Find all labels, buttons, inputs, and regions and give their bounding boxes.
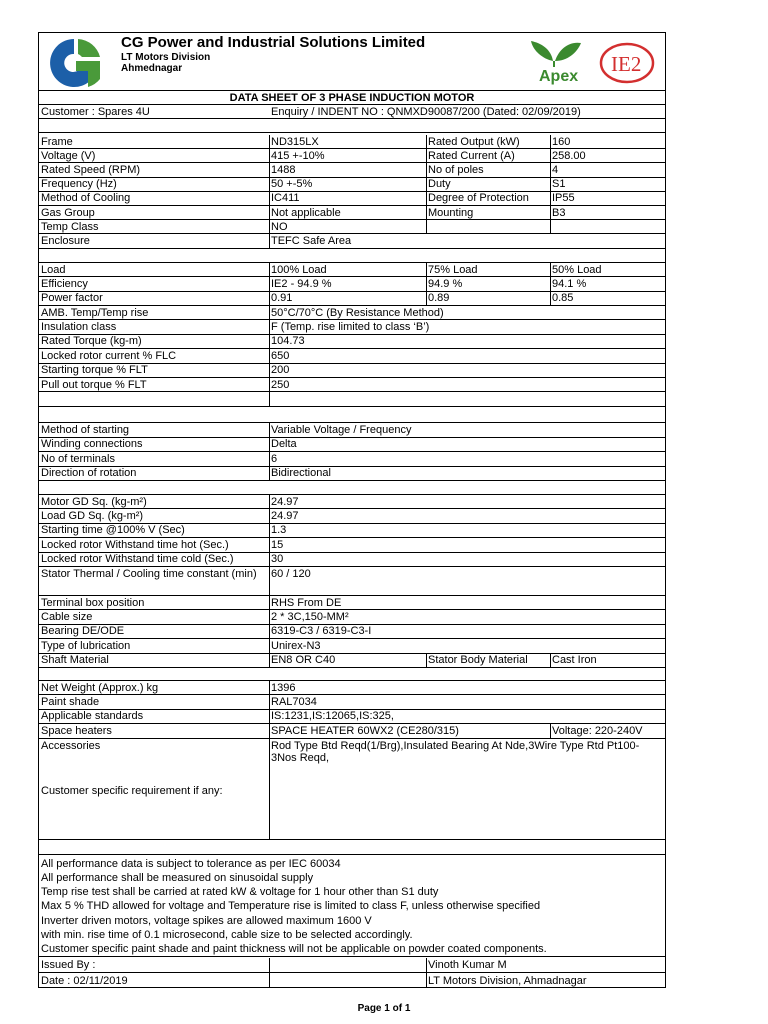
note-line: Temp rise test shall be carried at rated kW & voltage for 1 hour other than S1 duty	[41, 886, 439, 899]
load-value: 100% Load	[271, 263, 327, 276]
detail-label: Locked rotor Withstand time cold (Sec.)	[41, 553, 234, 566]
detail-value: 30	[271, 553, 284, 566]
spec-row	[39, 178, 665, 192]
starting-row	[39, 452, 665, 467]
detail-label: Starting time @100% V (Sec)	[41, 524, 185, 537]
starting-label: Direction of rotation	[41, 467, 137, 480]
weight-label: Applicable standards	[41, 710, 144, 723]
spec-label: Duty	[428, 178, 451, 191]
blank-row	[39, 668, 665, 681]
load-value: 50% Load	[552, 263, 602, 276]
detail-row	[39, 509, 665, 523]
spec-value	[550, 220, 667, 233]
spec-label	[426, 220, 550, 233]
detail-row	[39, 567, 665, 596]
note-line: All performance shall be measured on sinusoidal supply	[41, 871, 314, 884]
load-value: 0.89	[428, 292, 450, 305]
spec-label: Voltage (V)	[41, 149, 96, 162]
ie2-text: IE2	[611, 52, 642, 76]
heater-value: SPACE HEATER 60WX2 (CE280/315)	[271, 724, 459, 737]
detail-value: 24.97	[271, 510, 299, 523]
spec-value: IC411	[271, 192, 300, 205]
perf-label: Starting torque % FLT	[41, 364, 148, 377]
detail-label: Bearing DE/ODE	[41, 625, 125, 638]
shaft-row	[39, 654, 665, 668]
detail-label: Type of lubrication	[41, 639, 131, 652]
signoff-row	[39, 973, 665, 988]
column-divider	[269, 392, 270, 406]
load-row	[39, 263, 665, 277]
detail-label: Stator Thermal / Cooling time constant (min)	[41, 568, 257, 580]
date-label: Date : 02/11/2019	[41, 974, 128, 987]
load-value: 75% Load	[428, 263, 478, 276]
blank-row	[39, 91, 665, 105]
weight-value: 1396	[271, 681, 296, 694]
spec-value: 415 +-10%	[271, 149, 325, 162]
perf-value: 650	[271, 349, 290, 362]
heater-row	[39, 724, 665, 738]
spec-row	[39, 192, 665, 206]
shaft-label: Shaft Material	[41, 654, 109, 667]
detail-label: Load GD Sq. (kg-m²)	[41, 510, 144, 523]
weight-row	[39, 681, 665, 695]
performance-row	[39, 320, 665, 334]
spec-value: 50 +-5%	[271, 178, 313, 191]
blank-row	[39, 249, 665, 263]
spec-label: Degree of Protection	[428, 192, 529, 205]
note-line: Inverter driven motors, voltage spikes are allowed maximum 1600 V	[41, 914, 372, 927]
starting-value: Variable Voltage / Frequency	[271, 423, 412, 436]
detail-value: 1.3	[271, 524, 287, 537]
detail-label: Terminal box position	[41, 596, 145, 609]
column-divider	[269, 973, 270, 988]
starting-label: Method of starting	[41, 423, 130, 436]
detail-value: Unirex-N3	[271, 639, 321, 652]
detail-value: 24.97	[271, 495, 299, 508]
shaft-value: EN8 OR C40	[271, 654, 336, 667]
starting-label: No of terminals	[41, 452, 115, 465]
enquiry-value: Enquiry / INDENT NO : QNMXD90087/200 (Dated: 02/09/2019)	[271, 105, 581, 118]
load-row	[39, 277, 665, 291]
starting-label: Winding connections	[41, 438, 143, 451]
load-label: Power factor	[41, 292, 103, 305]
starting-value: Bidirectional	[271, 467, 331, 480]
perf-label: Locked rotor current % FLC	[41, 349, 177, 362]
spec-value: NO	[271, 220, 288, 233]
detail-row	[39, 538, 665, 552]
spec-label: No of poles	[428, 163, 484, 176]
enclosure-row	[39, 234, 665, 249]
notes-block	[39, 857, 665, 957]
sheet-title: DATA SHEET OF 3 PHASE INDUCTION MOTOR	[229, 92, 475, 104]
spec-value: Not applicable	[271, 206, 341, 219]
detail-label: Locked rotor Withstand time hot (Sec.)	[41, 538, 229, 551]
note-line: Customer specific paint shade and paint thickness will not be applicable on powder coated components.	[41, 943, 547, 956]
issued-by-label: Issued By :	[41, 959, 96, 971]
spec-row	[39, 135, 665, 149]
load-value: IE2 - 94.9 %	[271, 277, 332, 290]
starting-row	[39, 467, 665, 482]
perf-value: 250	[271, 378, 290, 391]
performance-row	[39, 306, 665, 320]
load-value: 94.9 %	[428, 277, 463, 290]
customer-row	[39, 105, 665, 119]
spec-label: Gas Group	[41, 206, 95, 219]
perf-value: 50°C/70°C (By Resistance Method)	[271, 306, 444, 319]
spec-label: Frame	[41, 135, 73, 148]
heater-label: Space heaters	[41, 724, 112, 737]
spec-value: S1	[552, 178, 566, 191]
detail-row	[39, 625, 665, 639]
spec-label: Mounting	[428, 206, 474, 219]
customer-specific-requirement: Customer specific requirement if any:	[41, 784, 223, 797]
spec-label: Enclosure	[41, 235, 90, 248]
spec-label: Temp Class	[41, 220, 99, 233]
starting-row	[39, 438, 665, 453]
blank-row	[39, 407, 665, 423]
spec-value: IP55	[552, 192, 575, 205]
spec-value: 160	[552, 135, 571, 148]
detail-row	[39, 596, 665, 610]
detail-value: 6319-C3 / 6319-C3-I	[271, 625, 372, 638]
spec-label: Rated Output (kW)	[428, 135, 520, 148]
detail-row	[39, 639, 665, 653]
stator-body-value: Cast Iron	[552, 654, 597, 667]
note-line: with min. rise time of 0.1 microsecond, cable size to be selected accordingly.	[41, 929, 413, 942]
blank-row	[39, 131, 665, 133]
stator-body-label: Stator Body Material	[428, 654, 528, 667]
spec-value: 258.00	[552, 149, 586, 162]
weight-row	[39, 695, 665, 709]
heater-voltage: Voltage: 220-240V	[552, 724, 643, 737]
column-divider	[269, 958, 270, 972]
spec-label: Rated Speed (RPM)	[41, 163, 141, 176]
customer-label: Customer : Spares 4U	[41, 105, 150, 118]
load-label: Load	[41, 263, 66, 276]
load-value: 0.85	[552, 292, 574, 305]
note-line: Max 5 % THD allowed for voltage and Temperature rise is limited to class F, unless otherwise specified	[41, 900, 541, 913]
spec-label: Rated Current (A)	[428, 149, 515, 162]
weight-row	[39, 710, 665, 724]
weight-value: IS:1231,IS:12065,IS:325,	[271, 710, 394, 723]
perf-value: F (Temp. rise limited to class ‘B’)	[271, 321, 430, 334]
weight-value: RAL7034	[271, 696, 317, 709]
blank-row	[39, 481, 665, 495]
detail-label: Cable size	[41, 611, 93, 624]
spec-value: 1488	[271, 163, 296, 176]
load-value: 0.91	[271, 292, 293, 305]
spec-label: Method of Cooling	[41, 192, 131, 205]
division-name: LT Motors Division	[121, 52, 211, 63]
perf-label: Rated Torque (kg-m)	[41, 335, 142, 348]
perf-label: Insulation class	[41, 321, 117, 334]
performance-row	[39, 349, 665, 363]
detail-value: 2 * 3C,150-MM²	[271, 611, 349, 624]
spec-row	[39, 163, 665, 177]
detail-row	[39, 524, 665, 538]
weight-label: Net Weight (Approx.) kg	[41, 681, 159, 694]
spec-row	[39, 220, 665, 234]
signoff-row	[39, 958, 665, 973]
spec-value: ND315LX	[271, 135, 319, 148]
note-line: All performance data is subject to tolerance as per IEC 60034	[41, 857, 341, 870]
spec-row	[39, 149, 665, 163]
header-block	[39, 33, 665, 91]
starting-value: Delta	[271, 438, 297, 451]
perf-value: 104.73	[271, 335, 305, 348]
blank-row	[39, 840, 665, 855]
detail-row	[39, 553, 665, 567]
spec-label: Frequency (Hz)	[41, 178, 117, 191]
detail-value: RHS From DE	[271, 596, 342, 609]
performance-row	[39, 364, 665, 378]
data-sheet	[38, 32, 666, 988]
perf-label: AMB. Temp/Temp rise	[41, 306, 149, 319]
performance-row	[39, 335, 665, 349]
page-number: Page 1 of 1	[357, 1003, 411, 1014]
division-city: Ahmednagar	[121, 63, 183, 74]
accessories-row	[39, 739, 665, 840]
starting-row	[39, 423, 665, 438]
load-value: 94.1 %	[552, 277, 587, 290]
detail-label: Motor GD Sq. (kg-m²)	[41, 495, 147, 508]
perf-value: 200	[271, 364, 290, 377]
detail-row	[39, 495, 665, 509]
detail-value: 15	[271, 538, 284, 551]
accessories-label: Accessories	[41, 739, 101, 752]
detail-row	[39, 610, 665, 624]
company-name: CG Power and Industrial Solutions Limited	[121, 34, 426, 51]
apex-text: Apex	[539, 68, 579, 85]
accessories-value: Rod Type Btd Reqd(1/Brg),Insulated Bearing At Nde,3Wire Type Rtd Pt100-3Nos Reqd,	[271, 739, 640, 764]
perf-label: Pull out torque % FLT	[41, 378, 147, 391]
issuer-name: Vinoth Kumar M	[428, 959, 507, 971]
weight-label: Paint shade	[41, 696, 100, 709]
starting-value: 6	[271, 452, 278, 465]
detail-value: 60 / 120	[271, 568, 311, 580]
spec-value: 4	[552, 163, 559, 176]
spec-value: B3	[552, 206, 566, 219]
load-row	[39, 292, 665, 306]
spec-value: TEFC Safe Area	[271, 235, 352, 248]
performance-row	[39, 378, 665, 392]
load-label: Efficiency	[41, 277, 88, 290]
issuer-location: LT Motors Division, Ahmadnagar	[428, 974, 587, 987]
blank-row	[39, 392, 665, 407]
spec-row	[39, 206, 665, 220]
